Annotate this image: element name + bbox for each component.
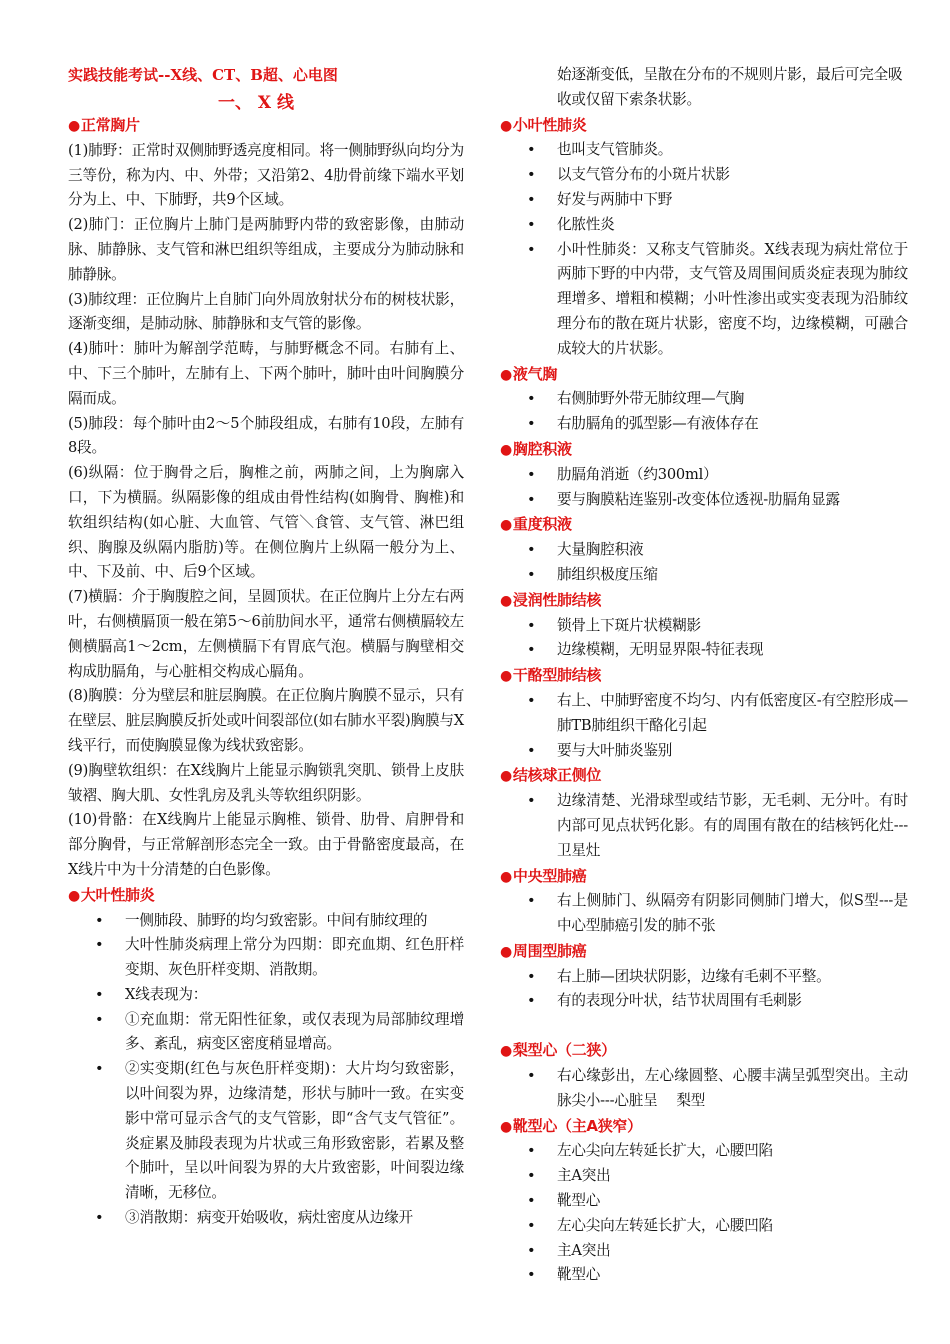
right-column: [500, 63, 908, 1288]
heading-lobar-pneumonia: ●大叶性肺炎: [68, 885, 155, 904]
section-title: 一、 X 线: [218, 93, 295, 113]
list-item: • 也叫支气管肺炎。: [557, 138, 908, 163]
bullet-dot-icon: ●: [500, 441, 512, 458]
massive-effusion-list: [500, 538, 908, 588]
list-item: • 大叶性肺炎病理上常分为四期：即充血期、红色肝样变期、灰色肝样变期、消散期。: [125, 933, 464, 983]
paragraph-lung-field: (1)肺野：正常时双侧肺野透亮度相同。将一侧肺野纵向均分为三等份，称为内、中、外带；又沿第2、4肋骨前缘下端水平划分为上、中、下肺野，共9个区域。: [68, 141, 464, 209]
list-item: • 肺组织极度压缩: [557, 563, 908, 588]
list-item: • 左心尖向左转延长扩大，心腰凹陷: [557, 1214, 908, 1239]
bullet-dot-icon: ●: [500, 1118, 512, 1135]
list-item: • 靴型心: [557, 1189, 908, 1214]
heading-lobular-pneumonia: ●小叶性肺炎: [500, 115, 587, 134]
list-item: • 右上肺—团块状阴影，边缘有毛刺不平整。: [557, 965, 908, 990]
list-item: • 边缘模糊，无明显界限-特征表现: [557, 638, 908, 663]
bullet-dot-icon: ●: [500, 868, 512, 885]
peripheral-lung-cancer-list: [500, 965, 908, 1015]
list-item: • 靴型心: [557, 1263, 908, 1288]
bullet-dot-icon: ●: [68, 887, 80, 904]
left-column: [68, 113, 464, 1231]
lobar-pneumonia-list: [68, 909, 464, 1231]
list-item: • 主A突出: [557, 1239, 908, 1264]
document-title: 实践技能考试--X线、CT、B超、心电图: [68, 66, 338, 84]
tuberculoma-list: [500, 789, 908, 863]
bullet-dot-icon: ●: [500, 366, 512, 383]
list-item: • 小叶性肺炎：又称支气管肺炎。X线表现为病灶常位于两肺下野的中内带，支气管及周围间质炎症表现为肺纹理增多、增粗和模糊；小叶性渗出或实变表现为沿肺纹理分布的散在斑片状影，密度不均，边缘模糊，可融合成较大的片状影。: [557, 238, 908, 362]
list-item: • 右上、中肺野密度不均匀、内有低密度区-有空腔形成—肺TB肺组织干酪化引起: [557, 689, 908, 739]
hydropneumothorax-list: [500, 387, 908, 437]
list-item: • ②实变期(红色与灰色肝样变期)：大片均匀致密影，以叶间裂为界，边缘清楚，形状与肺叶一致。在实变影中常可显示含气的支气管影，即“含气支气管征”。炎症累及肺段表现为片状或三角形致密影，若累及整个肺叶，呈以叶间裂为界的大片致密影，叶间裂边缘清晰，无移位。: [125, 1057, 464, 1206]
list-item: • 右上侧肺门、纵隔旁有阴影同侧肺门增大，似S型---是中心型肺癌引发的肺不张: [557, 889, 908, 939]
bullet-dot-icon: ●: [500, 668, 512, 685]
bullet-dot-icon: ●: [500, 517, 512, 534]
heading-central-lung-cancer: ●中央型肺癌: [500, 866, 587, 885]
pleural-effusion-list: [500, 463, 908, 513]
lobular-pneumonia-list: [500, 138, 908, 361]
list-item: • 右侧肺野外带无肺纹理—气胸: [557, 387, 908, 412]
caseous-tb-list: [500, 689, 908, 763]
paragraph-chest-wall: (9)胸壁软组织：在X线胸片上能显示胸锁乳突肌、锁骨上皮肤皱褶、胸大肌、女性乳房及乳头等软组织阴影。: [68, 761, 464, 804]
paragraph-lung-markings: (3)肺纹理：正位胸片上自肺门向外周放射状分布的树枝状影，逐渐变细，是肺动脉、肺静脉和支气管的影像。: [68, 290, 464, 333]
heading-normal-chest: ●正常胸片: [68, 116, 140, 134]
bullet-dot-icon: ●: [68, 118, 80, 134]
list-item: • 主A突出: [557, 1164, 908, 1189]
list-item: • ③消散期：病变开始吸收，病灶密度从边缘开: [125, 1206, 464, 1231]
list-item: • 好发与两肺中下野: [557, 188, 908, 213]
heading-boot-shaped-heart: ●靴型心（主A狭窄）: [500, 1116, 642, 1135]
list-item: • ①充血期：常无阳性征象，或仅表现为局部肺纹理增多、紊乱，病变区密度稍显增高。: [125, 1008, 464, 1058]
heading-tuberculoma: ●结核球正侧位: [500, 766, 602, 785]
heading-caseous-tb: ●干酪型肺结核: [500, 666, 602, 685]
list-item: • 要与大叶肺炎鉴别: [557, 739, 908, 764]
heading-pear-shaped-heart: ●梨型心（二狭）: [500, 1041, 616, 1060]
list-item: • 以支气管分布的小斑片状影: [557, 163, 908, 188]
list-item: • 要与胸膜粘连鉴别-改变体位透视-肋膈角显露: [557, 488, 908, 513]
paragraph-bones: (10)骨骼：在X线胸片上能显示胸椎、锁骨、肋骨、肩胛骨和部分胸骨，与正常解剖形态完全一致。由于骨骼密度最高，在X线片中为十分清楚的白色影像。: [68, 811, 464, 878]
heading-infiltrative-tb: ●浸润性肺结核: [500, 590, 602, 609]
spacer: [500, 1014, 908, 1038]
bullet-dot-icon: ●: [500, 117, 512, 134]
paragraph-diaphragm: (7)横膈：介于胸腹腔之间，呈圆顶状。在正位胸片上分左右两叶，右侧横膈顶一般在第5～6前肋间水平，通常右侧横膈较左侧横膈高1～2cm，左侧横膈下有胃底气泡。横膈与胸壁相交构成肋膈角，与心脏相交构成心膈角。: [68, 588, 464, 680]
bullet-dot-icon: ●: [500, 592, 512, 609]
heading-massive-effusion: ●重度积液: [500, 515, 572, 534]
list-item: • 锁骨上下斑片状模糊影: [557, 614, 908, 639]
central-lung-cancer-list: [500, 889, 908, 939]
list-item: • 有的表现分叶状，结节状周围有毛刺影: [557, 989, 908, 1014]
heading-hydropneumothorax: ●液气胸: [500, 364, 558, 383]
list-item: • 化脓性炎: [557, 213, 908, 238]
bullet-dot-icon: ●: [500, 943, 512, 960]
list-item: • 一侧肺段、肺野的均匀致密影。中间有肺纹理的: [125, 909, 464, 934]
infiltrative-tb-list: [500, 614, 908, 664]
bullet-dot-icon: ●: [500, 768, 512, 785]
list-item: • 右肋膈角的弧型影—有液体存在: [557, 412, 908, 437]
list-item: • 左心尖向左转延长扩大，心腰凹陷: [557, 1139, 908, 1164]
list-item: • 大量胸腔积液: [557, 538, 908, 563]
paragraph-lung-segment: (5)肺段：每个肺叶由2～5个肺段组成，右肺有10段，左肺有8段。: [68, 414, 464, 457]
paragraph-pleura: (8)胸膜：分为壁层和脏层胸膜。在正位胸片胸膜不显示，只有在壁层、脏层胸膜反折处或叶间裂部位(如右肺水平裂)胸膜与X线平行，而使胸膜显像为线状致密影。: [68, 687, 464, 754]
list-item: • 肋膈角消逝（约300ml）: [557, 463, 908, 488]
paragraph-mediastinum: (6)纵隔：位于胸骨之后，胸椎之前，两肺之间，上为胸廓入口，下为横膈。纵隔影像的组成由骨性结构(如胸骨、胸椎)和软组织结构(如心脏、大血管、气管＼食管、支气管、淋巴组织、胸腺及纵隔内脂肪)等。在侧位胸片上纵隔一般分为上、中、下及前、中、后9个区域。: [68, 464, 464, 581]
heading-peripheral-lung-cancer: ●周围型肺癌: [500, 941, 587, 960]
heading-pleural-effusion: ●胸腔积液: [500, 439, 572, 458]
bullet-dot-icon: ●: [500, 1043, 512, 1060]
list-item: • 边缘清楚、光滑球型或结节影，无毛刺、无分叶。有时内部可见点状钙化影。有的周围有散在的结核钙化灶---卫星灶: [557, 789, 908, 863]
list-item: • 右心缘彭出，左心缘圆整、心腰丰满呈弧型突出。主动脉尖小---心脏呈 梨型: [557, 1064, 908, 1114]
paragraph-hilum: (2)肺门：正位胸片上肺门是两肺野内带的致密影像，由肺动脉、肺静脉、支气管和淋巴组织等组成，主要成分为肺动脉和肺静脉。: [68, 216, 464, 283]
pear-shaped-heart-list: [500, 1064, 908, 1114]
list-item: • X线表现为：: [125, 983, 464, 1008]
paragraph-lung-lobe: (4)肺叶：肺叶为解剖学范畴，与肺野概念不同。右肺有上、中、下三个肺叶，左肺有上、下两个肺叶，肺叶由叶间胸膜分隔而成。: [68, 340, 464, 407]
boot-shaped-heart-list: [500, 1139, 908, 1288]
lobar-pneumonia-continuation: 始逐渐变低，呈散在分布的不规则片影，最后可完全吸收或仅留下索条状影。: [557, 66, 903, 108]
